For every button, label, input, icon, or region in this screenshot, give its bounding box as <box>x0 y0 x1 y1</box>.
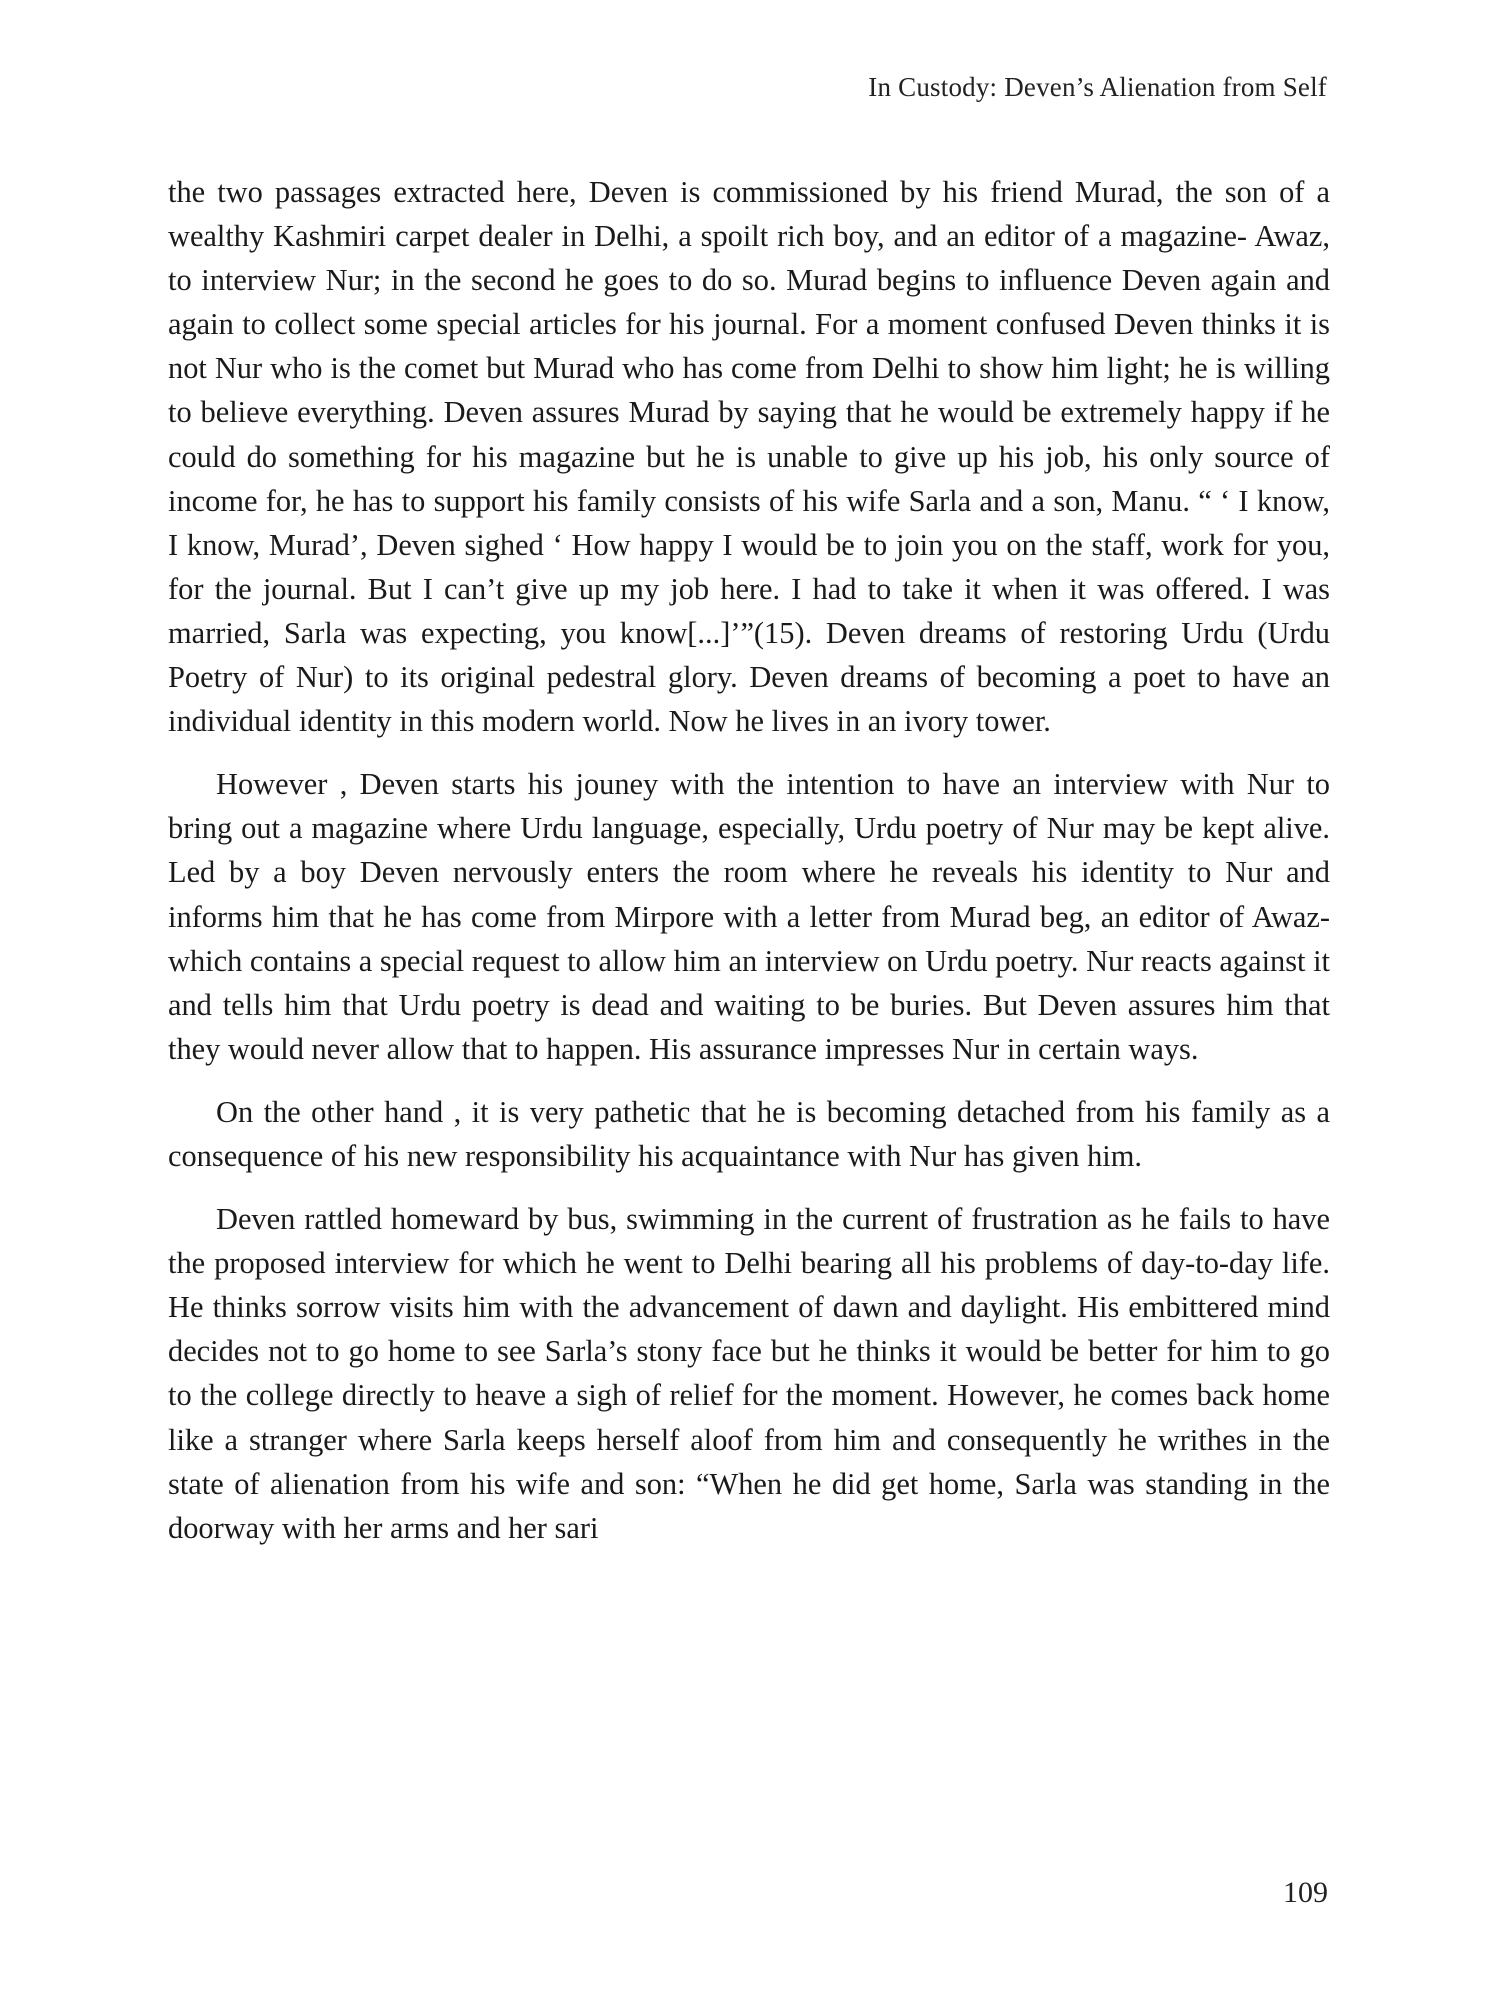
paragraph-4: Deven rattled homeward by bus, swimming in the current of frustration as he fails to have the proposed interview for which he went to Delhi bearing all his problems of day-to-day life. He thinks sorrow visits him with the advancement of dawn and daylight. His embittered mind decides not to go home to see Sarla’s stony face but he thinks it would be better for him to go to the college directly to heave a sigh of relief for the moment. However, he comes back home like a stranger where Sarla keeps herself aloof from him and consequently he writhes in the state of alienation from his wife and son: “When he did get home, Sarla was standing in the doorway with her arms and her sari <box>168 1202 1330 1545</box>
paragraph-2: However , Deven starts his jouney with the intention to have an interview with Nur to bring out a magazine where Urdu language, especially, Urdu poetry of Nur may be kept alive. Led by a boy Deven nervously enters the room where he reveals his identity to Nur and informs him that he has come from Mirpore with a letter from Murad beg, an editor of Awaz- which contains a special request to allow him an interview on Urdu poetry. Nur reacts against it and tells him that Urdu poetry is dead and waiting to be buries. But Deven assures him that they would never allow that to happen. His assurance impresses Nur in certain ways. <box>168 767 1330 1066</box>
page-number: 109 <box>1283 1876 1328 1909</box>
running-header: In Custody: Deven’s Alienation from Self <box>868 72 1327 102</box>
body-text <box>168 170 1330 1550</box>
paragraph-1: the two passages extracted here, Deven is commissioned by his friend Murad, the son of a wealthy Kashmiri carpet dealer in Delhi, a spoilt rich boy, and an editor of a magazine- Awaz, to interview Nur; in the second he goes to do so. Murad begins to influence Deven again and again to collect some special articles for his journal. For a moment confused Deven thinks it is not Nur who is the comet but Murad who has come from Delhi to show him light; he is willing to believe everything. Deven assures Murad by saying that he would be extremely happy if he could do something for his magazine but he is unable to give up his job, his only source of income for, he has to support his family consists of his wife Sarla and a son, Manu. “ ‘ I know, I know, Murad’, Deven sighed ‘ How happy I would be to join you on the staff, work for you, for the journal. But I can’t give up my job here. I had to take it when it was offered. I was married, Sarla was expecting, you know[...]’”(15). Deven dreams of restoring Urdu (Urdu Poetry of Nur) to its original pedestral glory. Deven dreams of becoming a poet to have an individual identity in this modern world. Now he lives in an ivory tower. <box>168 175 1330 739</box>
paragraph-3: On the other hand , it is very pathetic that he is becoming detached from his family as a consequence of his new responsibility his acquaintance with Nur has given him. <box>168 1094 1330 1173</box>
